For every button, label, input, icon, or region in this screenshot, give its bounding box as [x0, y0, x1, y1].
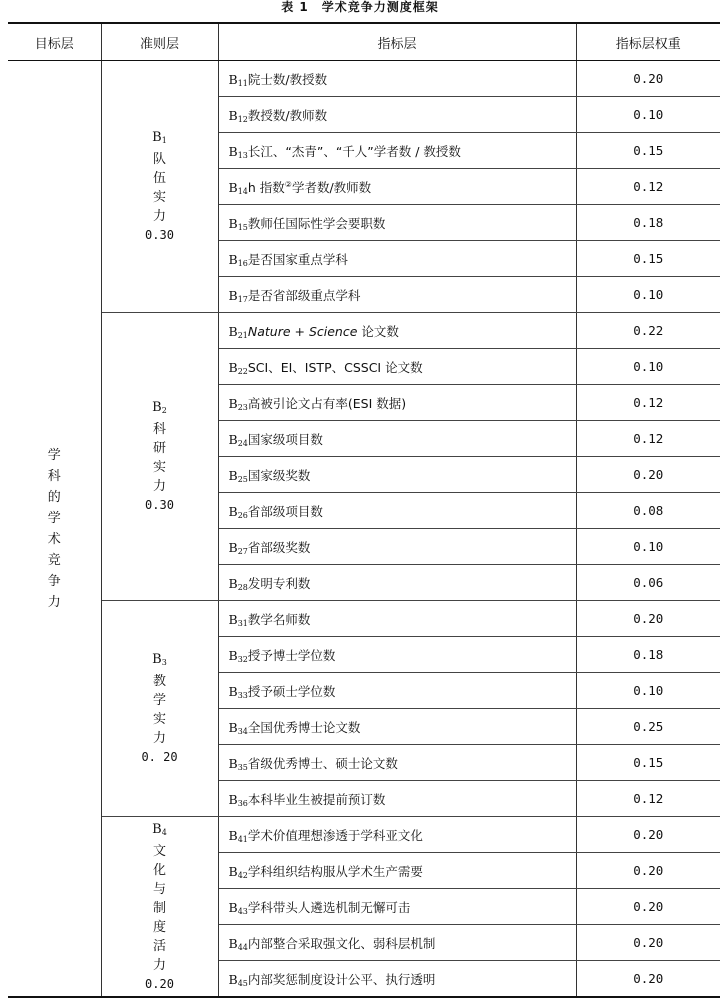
indicator-weight: 0.12 [576, 421, 720, 457]
target-layer-label: 学科的学术竞争力 [47, 447, 61, 610]
indicator-code-sub: 41 [237, 834, 248, 844]
indicator-text: 学者数/教师数 [291, 179, 372, 195]
indicator-cell [218, 277, 576, 313]
indicator-code: B23 [228, 395, 248, 412]
indicator-text: 国家级奖数 [247, 467, 311, 483]
table-row [8, 817, 720, 853]
indicator-text: 长江、“杰青”、“千人”学者数 / 教授数 [247, 143, 461, 159]
target-layer-cell [8, 61, 101, 998]
table-row [8, 601, 720, 637]
indicator-cell [218, 169, 576, 205]
indicator-code: B17 [228, 287, 248, 304]
indicator-text: 教师任国际性学会要职数 [247, 215, 386, 231]
indicator-text: 发明专利数 [247, 575, 311, 591]
indicator-text: 教授数/教师数 [247, 107, 328, 123]
indicator-weight: 0.12 [576, 169, 720, 205]
criteria-code-sub: 1 [161, 136, 167, 145]
criteria-cell [101, 817, 218, 998]
table-caption: 表 1 学术竞争力测度框架 [281, 0, 439, 14]
indicator-code: B24 [228, 431, 248, 448]
indicator-text: 学术价值理想渗透于学科亚文化 [247, 827, 423, 843]
indicator-cell [218, 961, 576, 998]
indicator-code-sub: 27 [237, 546, 248, 556]
indicator-weight: 0.10 [576, 277, 720, 313]
indicator-text: 授予博士学位数 [247, 647, 336, 663]
criteria-name: 文化与制度活力 [152, 843, 166, 973]
indicator-text: SCI、EI、ISTP、CSSCI 论文数 [247, 359, 423, 375]
indicator-weight: 0.20 [576, 889, 720, 925]
indicator-cell [218, 637, 576, 673]
indicator-code: B28 [228, 575, 248, 592]
indicator-weight: 0.08 [576, 493, 720, 529]
indicator-cell [218, 313, 576, 349]
indicator-weight: 0.15 [576, 745, 720, 781]
indicator-text: 本科毕业生被提前预订数 [247, 791, 386, 807]
indicator-text: 省部级项目数 [247, 503, 323, 519]
indicator-weight: 0.10 [576, 673, 720, 709]
indicator-code-sub: 23 [237, 402, 248, 412]
indicator-weight: 0.20 [576, 61, 720, 97]
indicator-weight: 0.06 [576, 565, 720, 601]
indicator-code: B27 [228, 539, 248, 556]
footnote-marker: ② [284, 179, 292, 189]
indicator-weight: 0.15 [576, 133, 720, 169]
indicator-weight: 0.20 [576, 925, 720, 961]
indicator-cell [218, 889, 576, 925]
criteria-weight: 0.30 [145, 228, 174, 242]
indicator-code: B41 [228, 827, 248, 844]
table-row [8, 313, 720, 349]
indicator-code: B34 [228, 719, 248, 736]
indicator-code-sub: 13 [237, 150, 248, 160]
indicator-code-sub: 24 [237, 438, 248, 448]
indicator-cell [218, 205, 576, 241]
framework-table [8, 22, 720, 998]
indicator-weight: 0.25 [576, 709, 720, 745]
indicator-code-sub: 22 [237, 366, 248, 376]
header-target-layer: 目标层 [8, 23, 101, 61]
criteria-cell [101, 601, 218, 817]
indicator-weight: 0.18 [576, 637, 720, 673]
indicator-text: 高被引论文占有率(ESI 数据) [247, 395, 407, 411]
indicator-code-sub: 16 [237, 258, 248, 268]
criteria-code: B3 [152, 652, 167, 667]
indicator-cell [218, 61, 576, 97]
header-row [8, 23, 720, 61]
indicator-code-sub: 26 [237, 510, 248, 520]
indicator-code: B14 [228, 179, 248, 196]
indicator-cell [218, 925, 576, 961]
indicator-code-sub: 33 [237, 690, 248, 700]
indicator-code: B44 [228, 935, 248, 952]
criteria-name: 队伍实力 [152, 152, 166, 224]
indicator-code-sub: 14 [237, 186, 248, 196]
indicator-text: 内部整合采取强文化、弱科层机制 [247, 935, 436, 951]
indicator-code-sub: 35 [237, 762, 248, 772]
indicator-weight: 0.12 [576, 385, 720, 421]
indicator-code-sub: 36 [237, 798, 248, 808]
indicator-code: B11 [228, 71, 248, 88]
indicator-italic-text: Nature + Science [247, 323, 358, 339]
indicator-cell [218, 853, 576, 889]
indicator-code: B36 [228, 791, 248, 808]
indicator-text: 全国优秀博士论文数 [247, 719, 361, 735]
indicator-code: B25 [228, 467, 248, 484]
indicator-weight: 0.10 [576, 349, 720, 385]
indicator-text: h 指数 [247, 179, 285, 195]
indicator-text: 学科带头人遴选机制无懈可击 [247, 899, 411, 915]
indicator-code: B13 [228, 143, 248, 160]
indicator-code: B21 [228, 323, 248, 340]
indicator-code: B45 [228, 971, 248, 988]
indicator-code-sub: 42 [237, 870, 248, 880]
indicator-code: B16 [228, 251, 248, 268]
indicator-weight: 0.12 [576, 781, 720, 817]
header-indicator-weight: 指标层权重 [576, 23, 720, 61]
indicator-cell [218, 349, 576, 385]
indicator-code: B35 [228, 755, 248, 772]
indicator-weight: 0.10 [576, 97, 720, 133]
indicator-code: B15 [228, 215, 248, 232]
indicator-code-sub: 11 [237, 78, 248, 88]
indicator-cell [218, 493, 576, 529]
indicator-weight: 0.15 [576, 241, 720, 277]
criteria-weight: 0.30 [145, 498, 174, 512]
indicator-code: B42 [228, 863, 248, 880]
indicator-text: 论文数 [357, 323, 399, 339]
indicator-weight: 0.20 [576, 457, 720, 493]
indicator-text: 教学名师数 [247, 611, 311, 627]
indicator-code-sub: 21 [237, 330, 248, 340]
indicator-code-sub: 43 [237, 906, 248, 916]
indicator-text: 学科组织结构服从学术生产需要 [247, 863, 423, 879]
criteria-name: 教学实力 [152, 674, 166, 746]
indicator-text: 授予硕士学位数 [247, 683, 336, 699]
header-indicator-layer: 指标层 [218, 23, 576, 61]
indicator-code-sub: 12 [237, 114, 248, 124]
table-row [8, 61, 720, 97]
indicator-code-sub: 31 [237, 618, 248, 628]
indicator-cell [218, 709, 576, 745]
indicator-cell [218, 781, 576, 817]
indicator-weight: 0.20 [576, 853, 720, 889]
indicator-code-sub: 32 [237, 654, 248, 664]
indicator-weight: 0.20 [576, 601, 720, 637]
criteria-code: B1 [152, 130, 167, 145]
criteria-cell [101, 61, 218, 313]
indicator-text: 省级优秀博士、硕士论文数 [247, 755, 398, 771]
criteria-code: B2 [152, 400, 167, 415]
indicator-text: 是否省部级重点学科 [247, 287, 361, 303]
indicator-code: B43 [228, 899, 248, 916]
indicator-code-sub: 44 [237, 942, 248, 952]
indicator-weight: 0.20 [576, 817, 720, 853]
indicator-code-sub: 34 [237, 726, 248, 736]
indicator-cell [218, 457, 576, 493]
indicator-code: B32 [228, 647, 248, 664]
indicator-cell [218, 565, 576, 601]
indicator-code-sub: 28 [237, 582, 248, 592]
indicator-weight: 0.10 [576, 529, 720, 565]
indicator-code-sub: 25 [237, 474, 248, 484]
indicator-cell [218, 745, 576, 781]
indicator-cell [218, 241, 576, 277]
criteria-code-sub: 3 [161, 658, 167, 667]
indicator-text: 是否国家重点学科 [247, 251, 348, 267]
criteria-code-sub: 4 [161, 827, 167, 837]
criteria-code-sub: 2 [161, 406, 167, 415]
indicator-weight: 0.20 [576, 961, 720, 998]
criteria-cell [101, 313, 218, 601]
indicator-cell [218, 673, 576, 709]
indicator-cell [218, 529, 576, 565]
criteria-name: 科研实力 [152, 422, 166, 494]
criteria-code: B4 [152, 821, 167, 837]
indicator-cell [218, 421, 576, 457]
indicator-cell [218, 601, 576, 637]
indicator-code: B22 [228, 359, 248, 376]
criteria-weight: 0.20 [145, 976, 174, 991]
indicator-cell [218, 97, 576, 133]
indicator-text: 省部级奖数 [247, 539, 311, 555]
indicator-code: B31 [228, 611, 248, 628]
indicator-weight: 0.22 [576, 313, 720, 349]
indicator-text: 院士数/教授数 [247, 71, 328, 87]
indicator-cell [218, 133, 576, 169]
indicator-code-sub: 15 [237, 222, 248, 232]
indicator-cell [218, 385, 576, 421]
indicator-cell [218, 817, 576, 853]
indicator-weight: 0.18 [576, 205, 720, 241]
header-criteria-layer: 准则层 [101, 23, 218, 61]
indicator-code: B26 [228, 503, 248, 520]
indicator-code-sub: 45 [237, 978, 248, 988]
criteria-weight: 0. 20 [141, 750, 178, 764]
indicator-text: 国家级项目数 [247, 431, 323, 447]
indicator-code: B33 [228, 683, 248, 700]
indicator-code-sub: 17 [237, 294, 248, 304]
table-body [8, 61, 720, 998]
indicator-text: 内部奖惩制度设计公平、执行透明 [247, 971, 436, 987]
indicator-code: B12 [228, 107, 248, 124]
